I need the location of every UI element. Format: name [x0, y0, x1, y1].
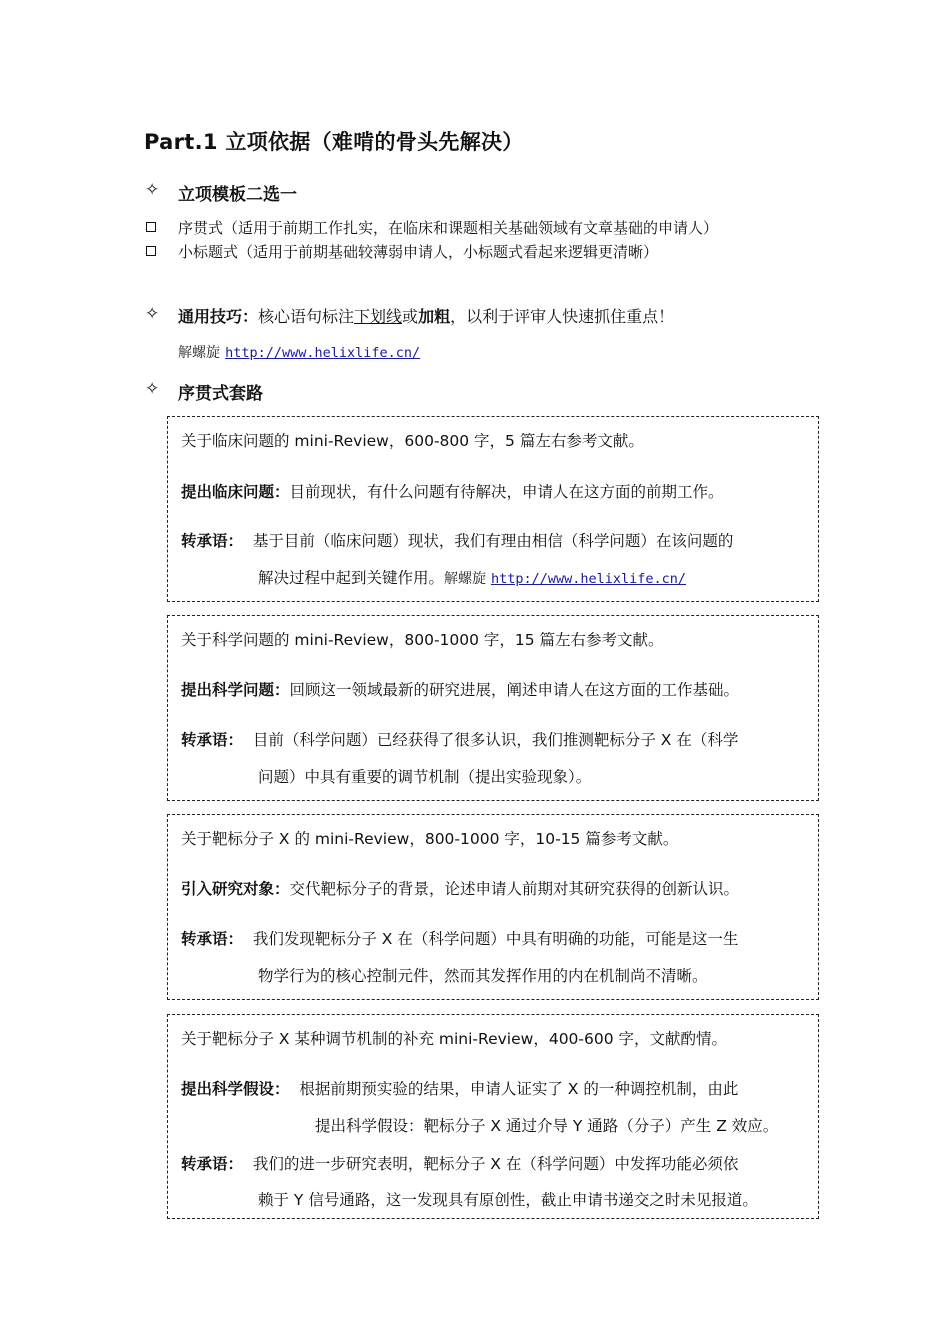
box-transition	[181, 728, 738, 750]
helixlife-link[interactable]: http://www.helixlife.cn/	[490, 571, 687, 587]
option-sequential: 序贯式（适用于前期工作扎实，在临床和课题相关基础领域有文章基础的申请人）	[178, 219, 719, 237]
box-text: 回顾这一领域最新的研究进展，阐述申请人在这方面的工作基础。	[289, 681, 740, 699]
diamond-bullet-icon: ✧	[145, 379, 160, 399]
sequence-box-mechanism	[167, 1014, 819, 1219]
box-text: 根据前期预实验的结果，申请人证实了 X 的一种调控机制，由此	[299, 1080, 739, 1098]
box-transition	[181, 1152, 738, 1174]
box-transition	[181, 529, 733, 551]
tips-bold-text: 加粗	[418, 307, 451, 326]
section-heading-template: 立项模板二选一	[178, 185, 297, 205]
box-text: 交代靶标分子的背景，论述申请人前期对其研究获得的创新认识。	[289, 880, 740, 898]
box-text: 目前（科学问题）已经获得了很多认识，我们推测靶标分子 X 在（科学	[252, 731, 739, 749]
checkbox-icon	[146, 246, 156, 256]
diamond-bullet-icon: ✧	[145, 304, 160, 324]
sequence-box-clinical	[167, 416, 819, 602]
box-transition-cont: 问题）中具有重要的调节机制（提出实验现象）。	[258, 768, 592, 786]
box-intro: 关于靶标分子 X 的 mini-Review，800-1000 字，10-15 篇参考文献。	[181, 830, 679, 848]
box-label: 提出临床问题：	[181, 483, 290, 501]
box-intro: 关于科学问题的 mini-Review，800-1000 字，15 篇左右参考文献。	[181, 631, 664, 649]
box-intro: 关于临床问题的 mini-Review，600-800 字，5 篇左右参考文献。	[181, 432, 644, 450]
signature: 解螺旋	[178, 345, 220, 361]
box-transition-cont: 物学行为的核心控制元件，然而其发挥作用的内在机制尚不清晰。	[258, 967, 708, 985]
box-label: 转承语：	[181, 731, 244, 749]
box-intro: 关于靶标分子 X 某种调节机制的补充 mini-Review，400-600 字，文献酌情。	[181, 1030, 728, 1048]
box-text: 解决过程中起到关键作用。	[258, 569, 445, 587]
box-text: 我们的进一步研究表明，靶标分子 X 在（科学问题）中发挥功能必须依	[252, 1155, 739, 1173]
tips-text-or: 或	[402, 307, 419, 326]
signature: 解螺旋	[444, 571, 487, 587]
page-title: Part.1 立项依据（难啃的骨头先解决）	[144, 130, 524, 154]
tips-signature-line	[178, 342, 420, 362]
box-label: 引入研究对象：	[181, 880, 290, 898]
box-label: 提出科学问题：	[181, 681, 290, 699]
box-point	[181, 678, 739, 700]
checkbox-icon	[146, 222, 156, 232]
box-text: 目前现状，有什么问题有待解决，申请人在这方面的前期工作。	[289, 483, 724, 501]
tips-underline-text: 下划线	[354, 307, 403, 326]
box-point	[181, 1077, 738, 1099]
box-transition	[181, 927, 738, 949]
box-point	[181, 480, 724, 502]
sequence-box-target	[167, 814, 819, 1000]
box-label: 转承语：	[181, 930, 244, 948]
tips-text-after: ，以利于评审人快速抓住重点！	[450, 307, 675, 326]
box-transition-cont: 赖于 Y 信号通路，这一发现具有原创性，截止申请书递交之时未见报道。	[258, 1191, 758, 1209]
option-subtitle: 小标题式（适用于前期基础较薄弱申请人，小标题式看起来逻辑更清晰）	[178, 243, 659, 261]
section-heading-sequential: 序贯式套路	[178, 384, 263, 404]
tips-label: 通用技巧：	[178, 307, 259, 326]
box-label: 转承语：	[181, 532, 244, 550]
tips-line	[178, 304, 674, 327]
sequence-box-scientific	[167, 615, 819, 801]
box-label: 提出科学假设：	[181, 1080, 290, 1098]
box-point	[181, 877, 739, 899]
box-text: 基于目前（临床问题）现状，我们有理由相信（科学问题）在该问题的	[252, 532, 734, 550]
tips-text-before: 核心语句标注	[258, 307, 355, 326]
box-transition-cont	[258, 566, 686, 588]
box-point-cont: 提出科学假设：靶标分子 X 通过介导 Y 通路（分子）产生 Z 效应。	[315, 1117, 779, 1135]
box-text: 我们发现靶标分子 X 在（科学问题）中具有明确的功能，可能是这一生	[252, 930, 739, 948]
helixlife-link[interactable]: http://www.helixlife.cn/	[225, 345, 421, 361]
box-label: 转承语：	[181, 1155, 244, 1173]
diamond-bullet-icon: ✧	[145, 180, 160, 200]
